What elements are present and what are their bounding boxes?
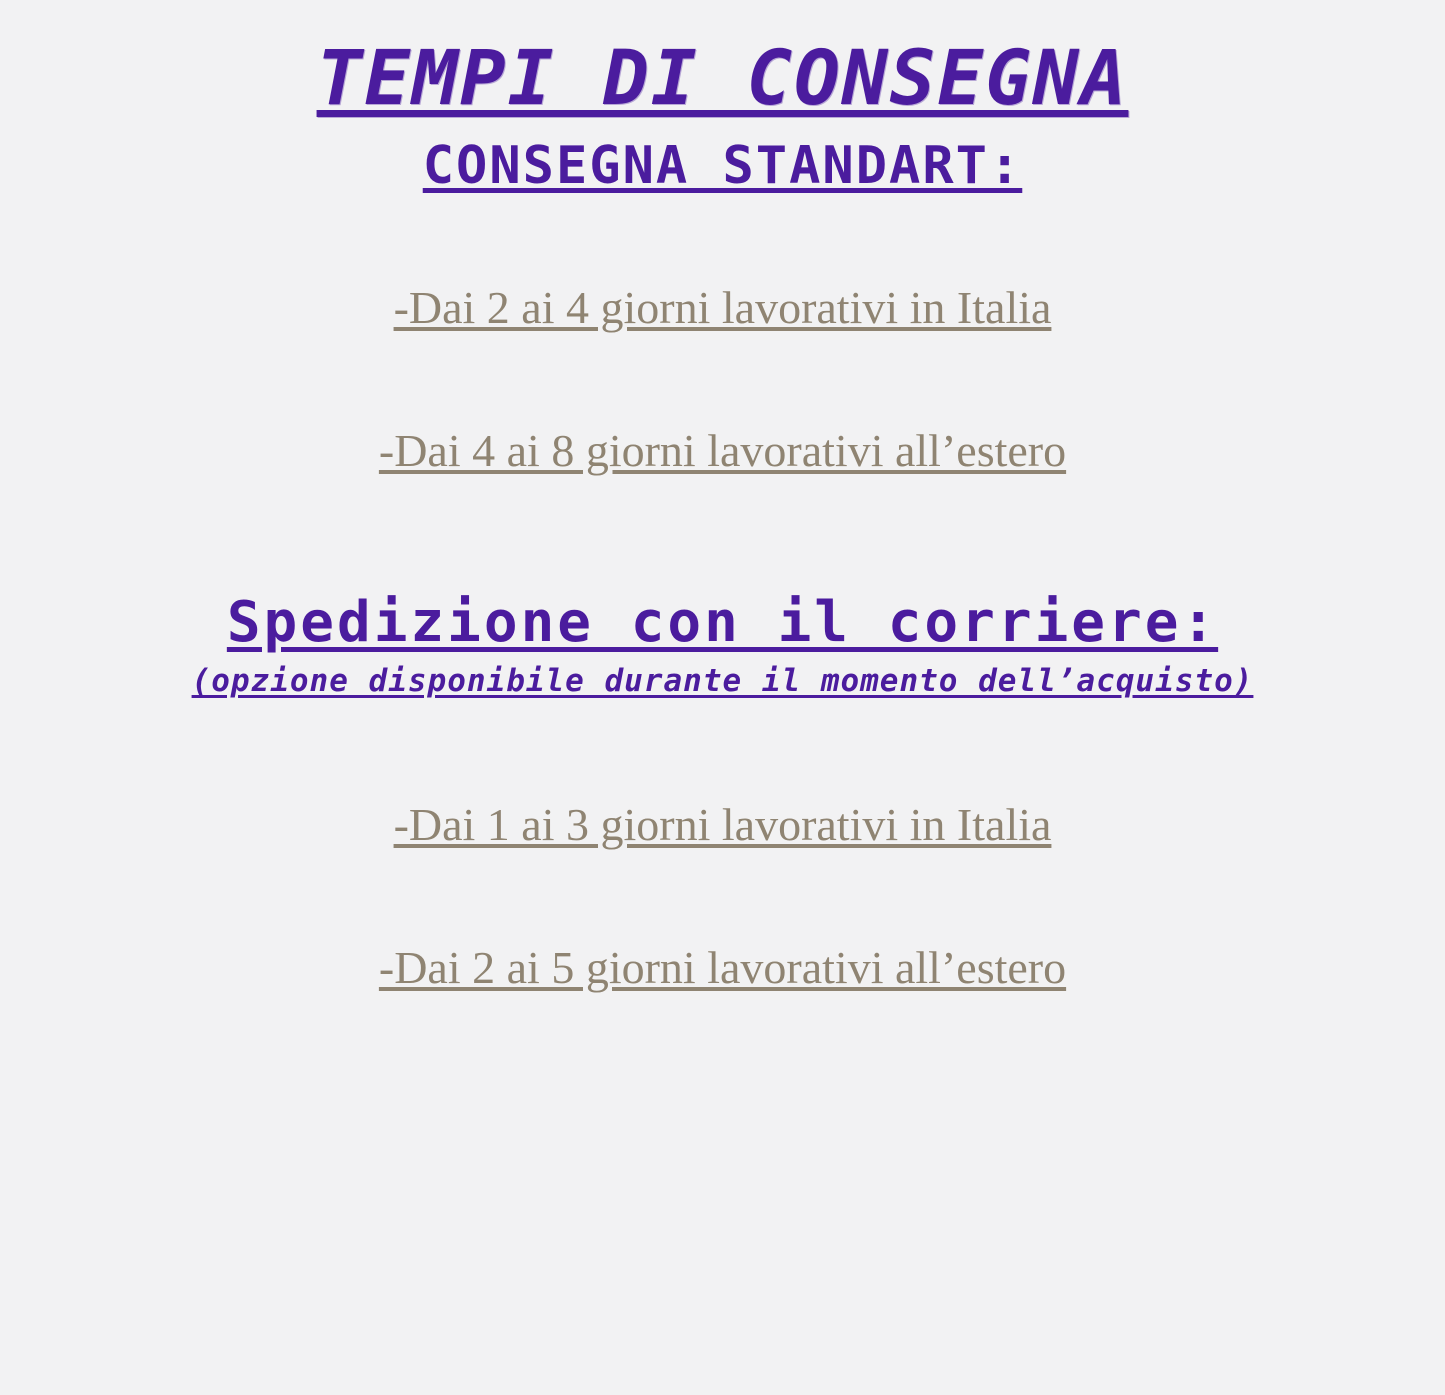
list-item: -Dai 2 ai 4 giorni lavorativi in Italia [393,281,1052,333]
courier-delivery-list [0,797,1445,995]
courier-section [0,590,1445,703]
courier-delivery-heading: Spedizione con il corriere: [226,590,1219,656]
list-item: -Dai 1 ai 3 giorni lavorativi in Italia [393,799,1052,851]
list-item: -Dai 2 ai 5 giorni lavorativi all’estero [378,942,1067,994]
standard-delivery-heading: CONSEGNA STANDART: [422,135,1023,196]
page-title: TEMPI DI CONSEGNA [316,33,1129,122]
courier-delivery-note: (opzione disponibile durante il momento dell’acquisto) [191,663,1254,700]
standard-delivery-list [0,280,1445,478]
list-item: -Dai 4 ai 8 giorni lavorativi all’estero [378,424,1067,476]
